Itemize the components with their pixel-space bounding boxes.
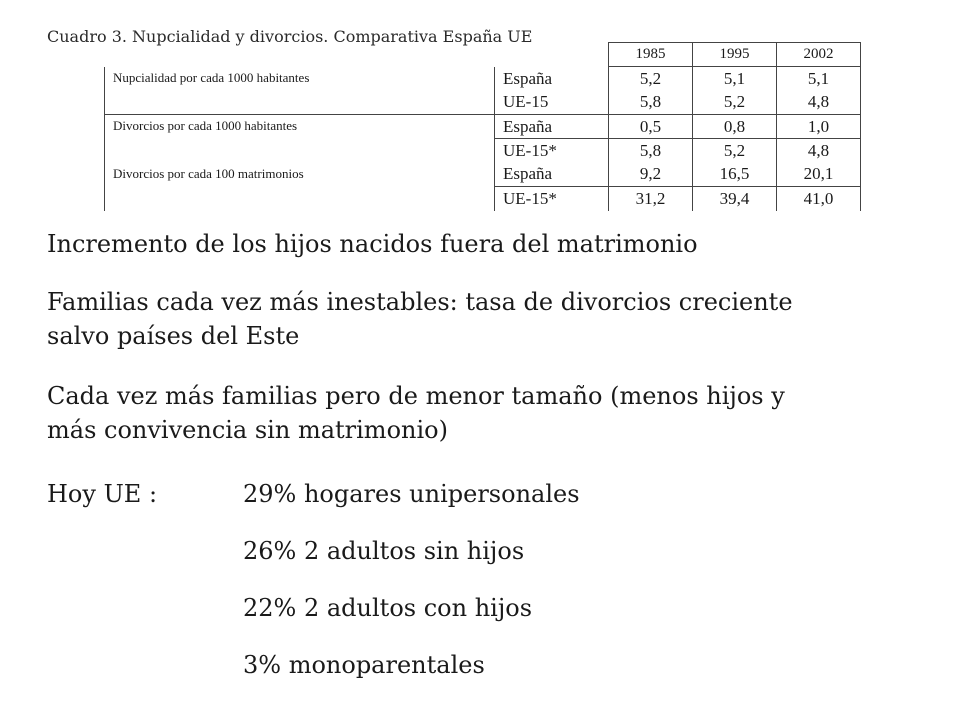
table-caption: Cuadro 3. Nupcialidad y divorcios. Comparativa España UE (47, 27, 533, 46)
row-value: 4,8 (777, 91, 861, 115)
row-value: 41,0 (777, 187, 861, 211)
header-year-1995: 1995 (693, 43, 777, 67)
table-row (105, 115, 861, 139)
header-year-1985: 1985 (609, 43, 693, 67)
hoy-item-sin-hijos: 26% 2 adultos sin hijos (243, 537, 525, 565)
row-value: 0,8 (693, 115, 777, 139)
row-country: España (495, 163, 609, 187)
bullet-hijos-fuera-matrimonio: Incremento de los hijos nacidos fuera del matrimonio (47, 230, 698, 258)
table-row (105, 67, 861, 91)
row-value: 5,8 (609, 91, 693, 115)
row-value: 1,0 (777, 115, 861, 139)
row-label (105, 139, 495, 163)
bullet-menor-tamano: Cada vez más familias pero de menor tamaño (menos hijos y más convivencia sin matrimonio) (47, 382, 785, 444)
row-country: UE-15* (495, 139, 609, 163)
row-country: España (495, 67, 609, 91)
hoy-ue-label: Hoy UE : (47, 480, 158, 508)
row-value: 5,2 (693, 139, 777, 163)
table-row (105, 91, 861, 115)
table-header-row (105, 43, 861, 67)
row-label: Divorcios por cada 1000 habitantes (105, 115, 495, 139)
row-label: Nupcialidad por cada 1000 habitantes (105, 67, 495, 91)
table-row (105, 163, 861, 187)
row-label (105, 187, 495, 211)
hoy-item-unipersonales: 29% hogares unipersonales (243, 480, 580, 508)
row-value: 0,5 (609, 115, 693, 139)
row-country: UE-15 (495, 91, 609, 115)
table-row (105, 139, 861, 163)
bullet-familias-inestables: Familias cada vez más inestables: tasa de divorcios creciente salvo países del Este (47, 288, 793, 350)
nuptiality-divorce-table (104, 42, 861, 211)
row-value: 5,2 (609, 67, 693, 91)
row-country: UE-15* (495, 187, 609, 211)
row-value: 5,1 (777, 67, 861, 91)
row-value: 31,2 (609, 187, 693, 211)
row-value: 39,4 (693, 187, 777, 211)
header-empty-country (495, 43, 609, 67)
row-value: 16,5 (693, 163, 777, 187)
row-value: 5,2 (693, 91, 777, 115)
header-empty-label (105, 43, 495, 67)
hoy-item-monoparentales: 3% monoparentales (243, 651, 485, 679)
row-value: 4,8 (777, 139, 861, 163)
table-row (105, 187, 861, 211)
header-year-2002: 2002 (777, 43, 861, 67)
hoy-item-con-hijos: 22% 2 adultos con hijos (243, 594, 533, 622)
row-value: 5,1 (693, 67, 777, 91)
row-country: España (495, 115, 609, 139)
row-label: Divorcios por cada 100 matrimonios (105, 163, 495, 187)
row-value: 5,8 (609, 139, 693, 163)
row-value: 9,2 (609, 163, 693, 187)
row-label (105, 91, 495, 115)
row-value: 20,1 (777, 163, 861, 187)
